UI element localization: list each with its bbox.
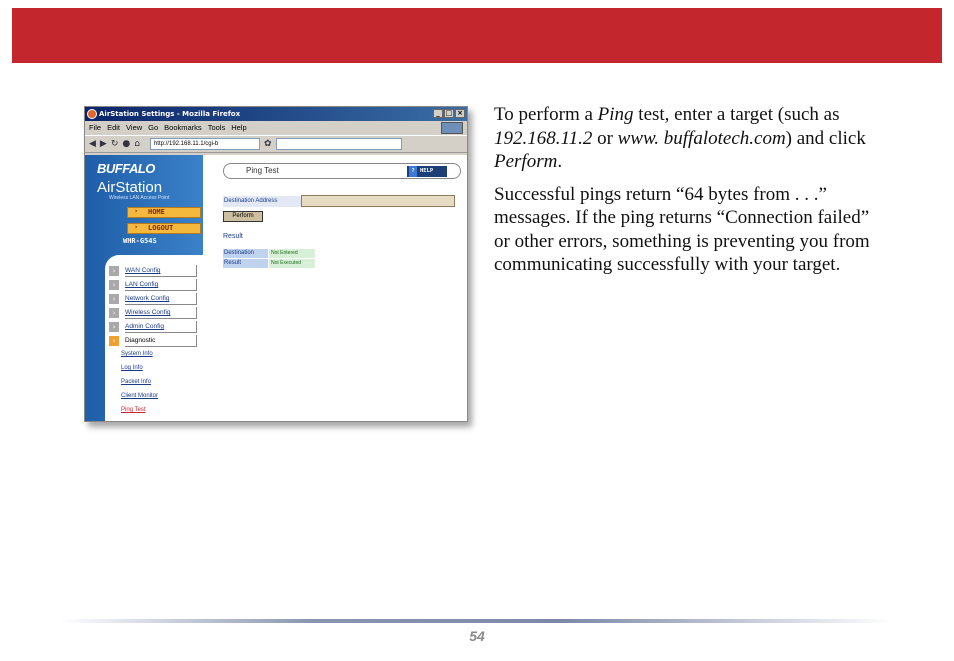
page-title: Ping Test (223, 163, 461, 179)
sub-link-system-info[interactable]: System Info (121, 351, 153, 357)
perform-button[interactable]: Perform (223, 211, 263, 222)
menu-item-label[interactable]: LAN Config (125, 279, 197, 291)
sub-link-log-info[interactable]: Log Info (121, 365, 143, 371)
result-heading: Result (223, 233, 243, 240)
logout-button[interactable]: › LOGOUT (127, 223, 201, 234)
instruction-paragraph-2: Successful pings return “64 bytes from . . .” messages. If the ping returns “Connection failed” or other errors, something is preventing you from communicating successfully with your target. (494, 183, 870, 275)
text-run: ) and click (785, 127, 866, 149)
text-run: 192.168.11.2 (494, 127, 593, 149)
text-run: test, enter a target (such as (633, 104, 840, 125)
menu-item-label[interactable]: Network Config (125, 293, 197, 305)
sub-link-client-monitor[interactable]: Client Monitor (121, 393, 159, 399)
menu-view[interactable]: View (126, 123, 143, 132)
url-field[interactable]: http://192.168.11.1/cgi-b (150, 138, 260, 150)
instruction-paragraph-1 (494, 103, 886, 174)
close-icon[interactable]: × (455, 109, 465, 118)
chevron-right-icon: › (109, 280, 119, 290)
navigation-toolbar (85, 135, 467, 153)
chevron-right-icon: › (109, 294, 119, 304)
text-run: Perform (494, 151, 558, 172)
text-run: www. buffalotech.com (617, 127, 786, 149)
menu-item-label[interactable]: Wireless Config (125, 307, 197, 319)
brand-logo: BUFFALO (97, 161, 155, 176)
menu-item-lan-config[interactable] (109, 279, 197, 291)
chevron-right-icon: › (109, 322, 119, 332)
throbber-icon (441, 122, 463, 134)
menu-help[interactable]: Help (231, 123, 247, 132)
menu-item-label[interactable]: WAN Config (125, 265, 197, 277)
chevron-right-icon: › (109, 266, 119, 276)
text-run: . (557, 151, 563, 172)
model-name: WHR-G54S (123, 237, 157, 245)
menu-item-network-config[interactable] (109, 293, 197, 305)
menu-item-label[interactable]: Admin Config (125, 321, 197, 333)
result-value: Not Entered (269, 249, 315, 258)
menu-item-admin-config[interactable] (109, 321, 197, 333)
menu-item-label[interactable]: Diagnostic (125, 335, 197, 347)
menu-item-wan-config[interactable] (109, 265, 197, 277)
menu-go[interactable]: Go (148, 123, 159, 132)
header-banner (12, 8, 942, 63)
minimize-icon[interactable]: _ (433, 109, 443, 118)
firefox-icon (87, 109, 97, 119)
router-sidebar (85, 155, 203, 421)
menu-item-diagnostic[interactable] (109, 335, 197, 347)
menu-file[interactable]: File (89, 123, 102, 132)
product-tagline: Wireless LAN Access Point (109, 195, 170, 201)
instruction-text (494, 103, 886, 286)
result-key: Result (223, 259, 268, 268)
destination-address-input[interactable] (301, 195, 455, 207)
menu-edit[interactable]: Edit (107, 123, 121, 132)
search-field[interactable] (276, 138, 402, 150)
table-row (223, 259, 315, 268)
menu-item-wireless-config[interactable] (109, 307, 197, 319)
window-title: AirStation Settings - Mozilla Firefox (99, 110, 241, 118)
home-icon[interactable]: ⌂ (134, 139, 140, 149)
sub-link-packet-info[interactable]: Packet Info (121, 379, 152, 385)
back-icon[interactable]: ◀ (89, 139, 96, 149)
maximize-icon[interactable]: □ (445, 109, 453, 117)
window-titlebar (85, 107, 467, 121)
chevron-right-icon: › (109, 308, 119, 318)
forward-icon[interactable]: ▶ (99, 139, 107, 149)
menu-bookmarks[interactable]: Bookmarks (164, 123, 202, 132)
chevron-right-icon: › (109, 336, 119, 346)
result-table (223, 249, 315, 269)
browser-window-screenshot (84, 106, 468, 422)
result-key: Destination (223, 249, 268, 258)
help-button[interactable]: ? HELP (407, 166, 447, 177)
result-value: Not Executed (269, 259, 315, 268)
page-number: 54 (469, 628, 485, 644)
page-viewport (85, 155, 467, 421)
reload-icon[interactable]: ↻ (110, 139, 119, 149)
text-run: To perform a (494, 104, 598, 125)
sub-link-ping-test[interactable]: Ping Test (121, 407, 146, 413)
stop-icon[interactable]: ● (122, 139, 131, 149)
menu-bar (85, 121, 467, 135)
go-icon[interactable]: ✿ (263, 139, 272, 149)
text-run: Ping (597, 104, 634, 125)
home-button[interactable]: › HOME (127, 207, 201, 218)
text-run: or (592, 127, 618, 149)
ping-content (203, 155, 467, 421)
table-row (223, 249, 315, 258)
footer-rule (60, 619, 894, 623)
menu-panel (105, 255, 203, 421)
menu-tools[interactable]: Tools (207, 123, 226, 132)
product-name: AirStation (97, 179, 163, 196)
destination-address-label: Destination Address (223, 196, 301, 207)
